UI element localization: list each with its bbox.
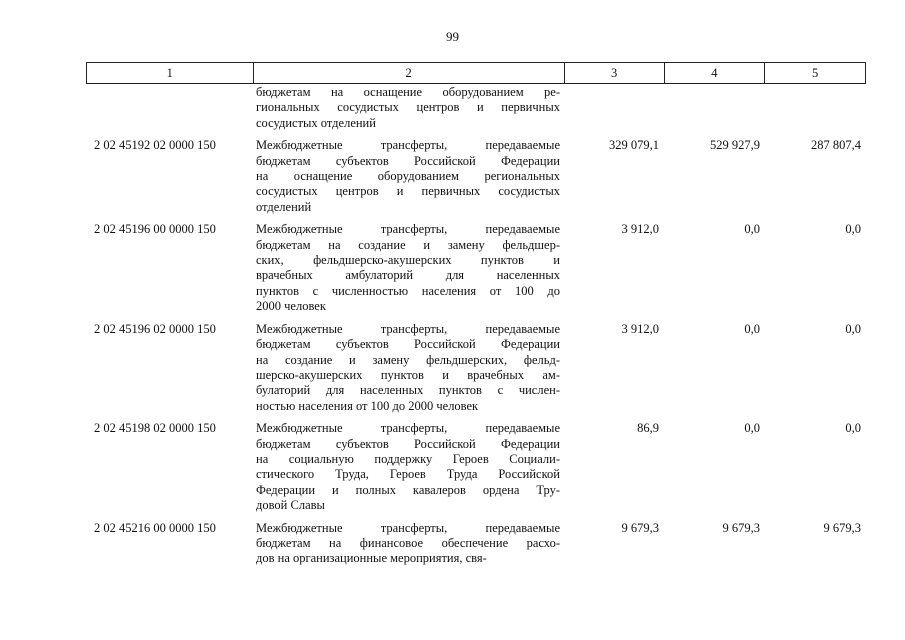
row-value-col3: 329 079,1 [609,138,659,153]
desc-line: отделений [256,199,312,214]
desc-line: довой Славы [256,498,325,513]
header-col-4: 4 [664,63,765,83]
desc-line: ских, фельдшерско-акушерских пунктов и [256,253,560,268]
desc-line: 2000 человек [256,299,326,314]
header-col-1: 1 [166,65,173,80]
row-value-col4: 0,0 [744,321,760,336]
table-row [86,521,866,567]
desc-line: Межбюджетные трансферты, передаваемые [256,138,560,153]
row-description [252,421,564,513]
table-row [86,322,866,414]
row-description [252,85,564,131]
desc-line: пунктов с численностью населения от 100 до [256,283,560,298]
table-row [86,222,866,314]
header-col-2: 2 [253,63,564,83]
table-row [86,138,866,215]
header-col-3: 3 [564,63,664,83]
row-code: 2 02 45196 02 0000 150 [94,321,216,336]
desc-line: Федерации и полных кавалеров ордена Тру- [256,482,560,497]
desc-line: ностью населения от 100 до 2000 человек [256,398,479,413]
row-code: 2 02 45196 00 0000 150 [94,222,216,237]
table-row [86,421,866,513]
desc-line: булаторий для населенных пунктов с числен- [256,383,560,398]
row-description [252,521,564,567]
desc-line: на создание и замену фельдшерских, фельд- [256,352,560,367]
desc-line: бюджетам субъектов Российской Федерации [256,153,560,168]
desc-line: бюджетам субъектов Российской Федерации [256,337,560,352]
desc-line: Межбюджетные трансферты, передаваемые [256,520,560,535]
row-description [252,222,564,314]
row-description [252,138,564,215]
desc-line: на социальную поддержку Героев Социали- [256,451,560,466]
row-code [86,85,252,131]
desc-line: бюджетам субъектов Российской Федерации [256,436,560,451]
row-value-col5: 0,0 [845,222,861,237]
row-value-col4: 0,0 [744,421,760,436]
row-value-col3: 86,9 [637,421,659,436]
header-col-5: 5 [764,63,865,83]
continuation-row [86,85,866,131]
row-code: 2 02 45198 02 0000 150 [94,421,216,436]
row-value-col3: 3 912,0 [621,321,659,336]
desc-line: Межбюджетные трансферты, передаваемые [256,321,560,336]
row-value-col4: 0,0 [744,222,760,237]
desc-line: врачебных амбулаторий для населенных [256,268,560,283]
row-value-col5: 9 679,3 [823,520,861,535]
desc-line: бюджетам на оснащение оборудованием ре- [256,85,560,99]
desc-line: стического Труда, Героев Труда Российской [256,467,560,482]
desc-line: сосудистых центров и первичных сосудистых [256,184,560,199]
desc-line: на оснащение оборудованием региональных [256,169,560,184]
page-number: 99 [446,29,459,44]
desc-line: Межбюджетные трансферты, передаваемые [256,222,560,237]
desc-line: бюджетам на финансовое обеспечение расхо- [256,535,560,550]
desc-line: бюджетам на создание и замену фельдшер- [256,237,560,252]
row-value-col3: 9 679,3 [621,520,659,535]
row-value-col5: 287 807,4 [811,138,861,153]
row-code: 2 02 45192 02 0000 150 [94,138,216,153]
table-header [86,62,866,84]
row-value-col5: 0,0 [845,321,861,336]
row-value-col4: 9 679,3 [722,520,760,535]
desc-line: Межбюджетные трансферты, передаваемые [256,421,560,436]
desc-line: сосудистых отделений [256,115,376,130]
row-value-col3: 3 912,0 [621,222,659,237]
row-value-col5: 0,0 [845,421,861,436]
row-value-col4: 529 927,9 [710,138,760,153]
table-body [86,85,866,567]
row-code: 2 02 45216 00 0000 150 [94,520,216,535]
desc-line: шерско-акушерских пунктов и врачебных ам- [256,367,560,382]
row-description [252,322,564,414]
desc-line: гиональных сосудистых центров и первичных [256,100,560,115]
desc-line: дов на организационные мероприятия, свя- [256,551,487,566]
